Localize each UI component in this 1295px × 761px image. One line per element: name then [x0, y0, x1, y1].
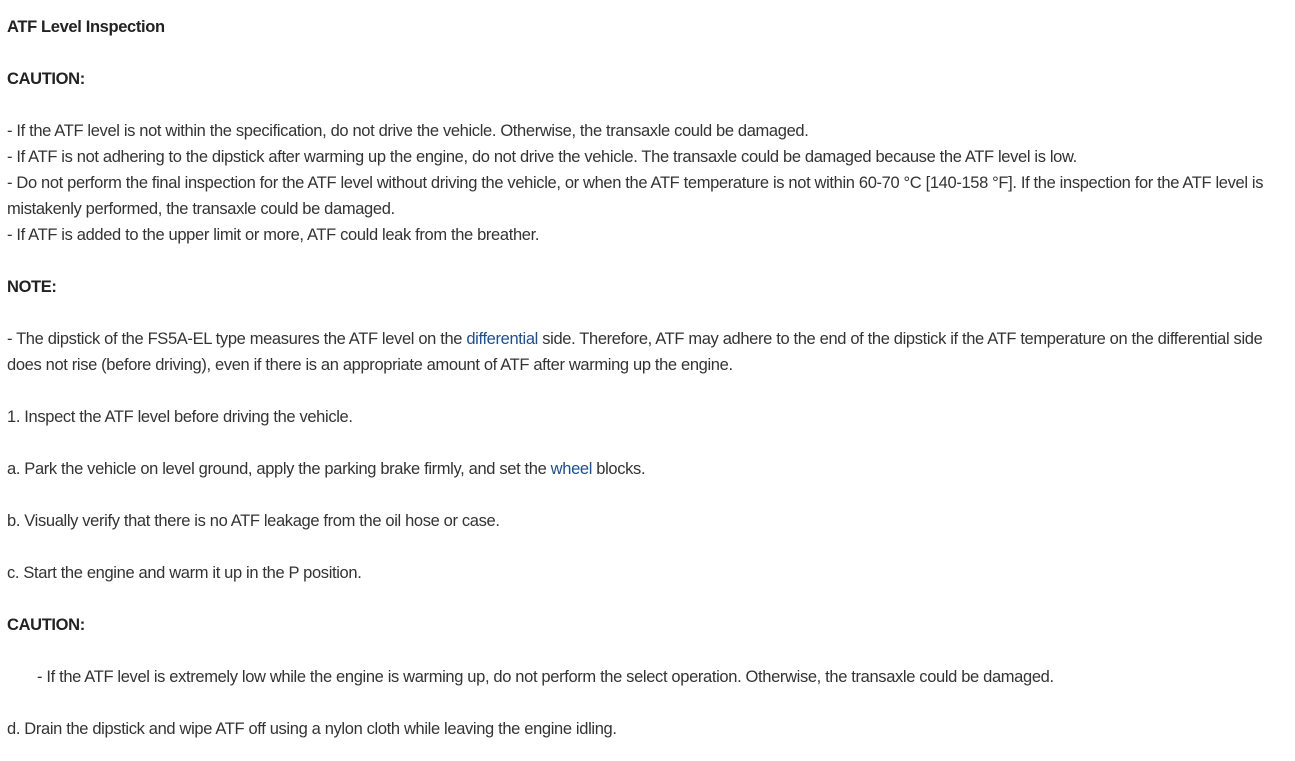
- differential-link[interactable]: differential: [466, 330, 538, 348]
- caution-heading: CAUTION:: [7, 70, 85, 88]
- step-a-text-start: a. Park the vehicle on level ground, apply the parking brake firmly, and set the: [7, 460, 551, 478]
- step-a-text-end: blocks.: [592, 460, 646, 478]
- spacer: [7, 586, 1289, 612]
- spacer: [7, 248, 1289, 274]
- spacer: [7, 534, 1289, 560]
- step-d: d. Drain the dipstick and wipe ATF off using a nylon cloth while leaving the engine idling.: [7, 720, 617, 738]
- spacer: [7, 300, 1289, 326]
- wheel-link[interactable]: wheel: [550, 460, 593, 478]
- caution-item: - If the ATF level is not within the specification, do not drive the vehicle. Otherwise, the transaxle could be damaged.: [7, 122, 809, 140]
- spacer: [7, 482, 1289, 508]
- note-text-start: - The dipstick of the FS5A-EL type measures the ATF level on the: [7, 330, 467, 348]
- step-b: b. Visually verify that there is no ATF leakage from the oil hose or case.: [7, 512, 500, 530]
- spacer: [7, 92, 1289, 118]
- caution-item: - Do not perform the final inspection for the ATF level without driving the vehicle, or when the ATF temperature is not within 60-70 °C [140-158 °F]. If the inspection for the ATF level is mistakenly performed, the transaxle could be damaged.: [7, 174, 1264, 218]
- step-c: c. Start the engine and warm it up in the P position.: [7, 564, 362, 582]
- page-title: ATF Level Inspection: [7, 18, 165, 36]
- caution-item: - If ATF is not adhering to the dipstick after warming up the engine, do not drive the vehicle. The transaxle could be damaged because the ATF level is low.: [7, 148, 1077, 166]
- spacer: [7, 378, 1289, 404]
- note-heading: NOTE:: [7, 278, 57, 296]
- caution-heading-2: CAUTION:: [7, 616, 85, 634]
- step-a: [7, 456, 1289, 482]
- caution-item-2: - If the ATF level is extremely low while the engine is warming up, do not perform the select operation. Otherwise, the transaxle could be damaged.: [37, 668, 1054, 686]
- spacer: [7, 40, 1289, 66]
- note-text: [7, 326, 1289, 378]
- spacer: [7, 430, 1289, 456]
- note-text-end: side. Therefore, ATF may adhere to the end of the dipstick if the ATF temperature on the differential side does not rise (before driving), even if there is an appropriate amount of ATF after warming up the engine.: [7, 330, 1263, 374]
- caution-item: - If ATF is added to the upper limit or more, ATF could leak from the breather.: [7, 226, 540, 244]
- spacer: [7, 638, 1289, 664]
- step-1: 1. Inspect the ATF level before driving the vehicle.: [7, 408, 353, 426]
- spacer: [7, 690, 1289, 716]
